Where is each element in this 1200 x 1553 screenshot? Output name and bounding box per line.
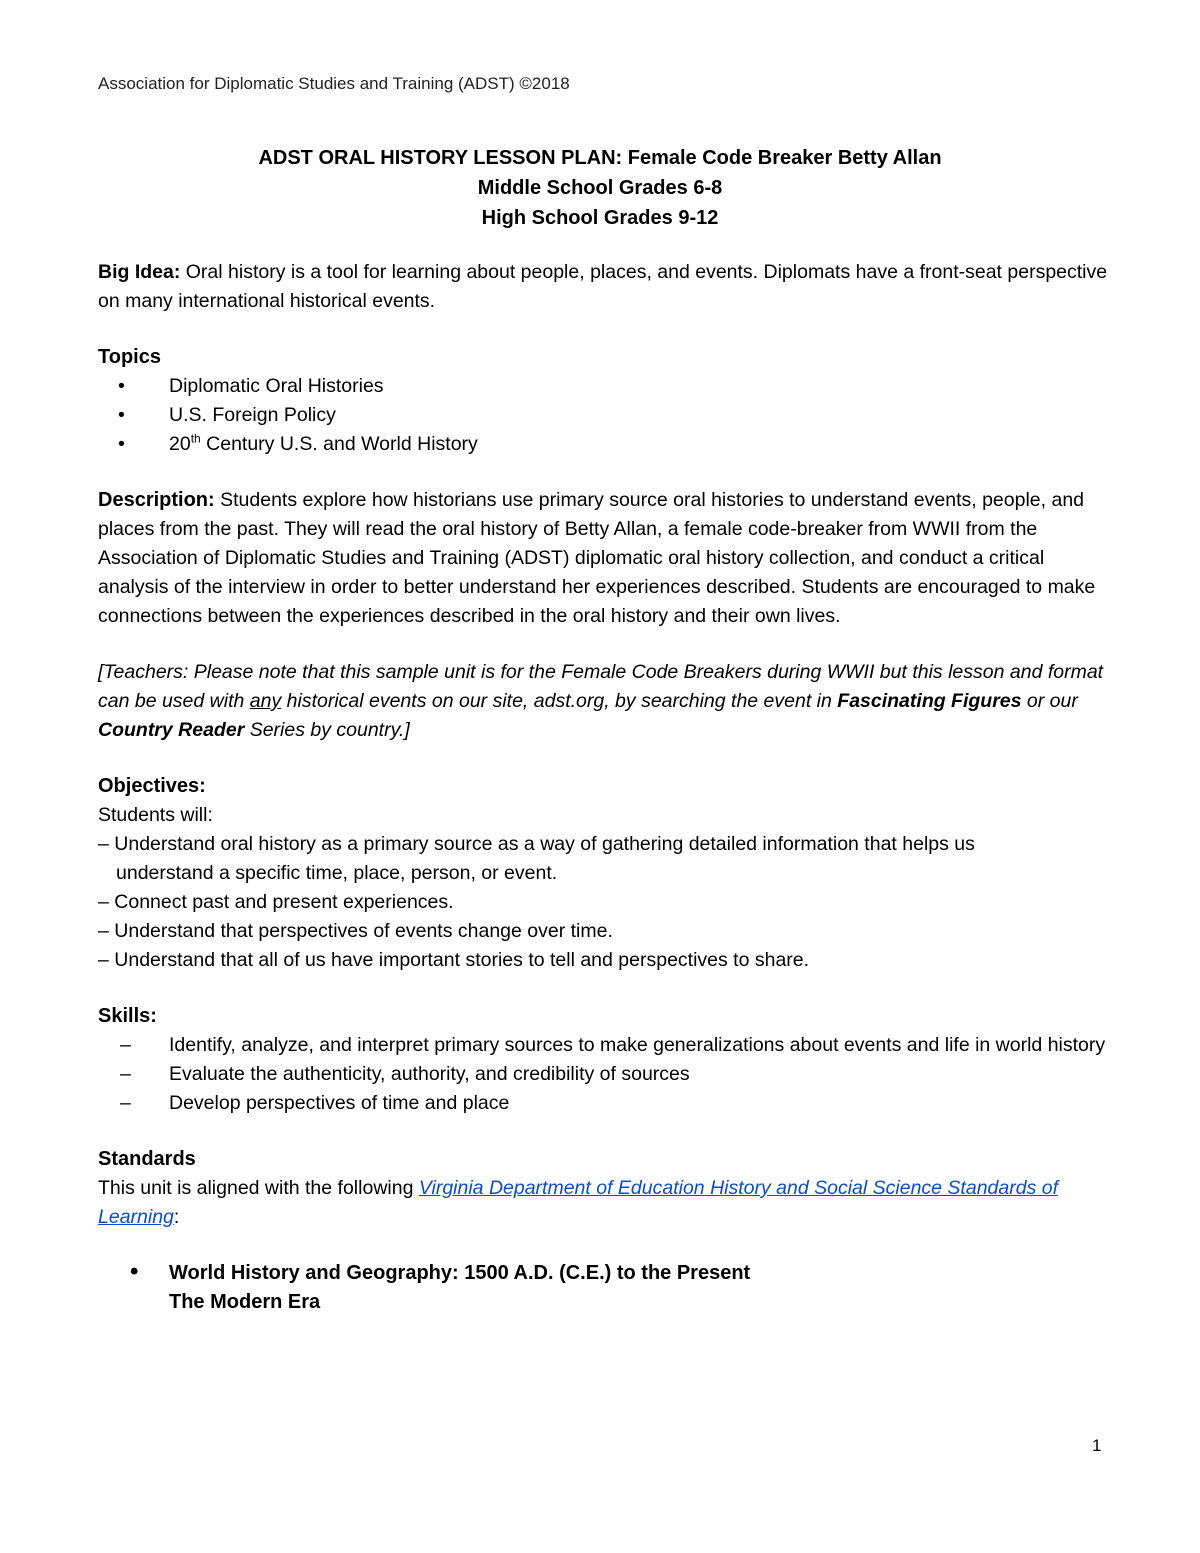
bullet-icon: •: [118, 404, 125, 426]
skills-list: [98, 1031, 1108, 1118]
list-item: • 20th Century U.S. and World History: [98, 430, 1108, 459]
topics-heading: Topics: [98, 346, 161, 368]
topics-list: [98, 372, 1108, 459]
list-item: – Identify, analyze, and interpret primary sources to make generalizations about events and life in world history: [98, 1031, 1108, 1060]
page-number: 1: [1092, 1436, 1102, 1455]
title-line-3: High School Grades 9-12: [481, 207, 719, 229]
dash-icon: –: [120, 1092, 131, 1114]
objectives-heading: Objectives:: [98, 775, 206, 797]
list-item: – Develop perspectives of time and place: [98, 1089, 1108, 1118]
dash-icon: –: [120, 1063, 131, 1085]
description-label: Description:: [98, 489, 215, 511]
document-title: [0, 143, 1200, 233]
big-idea-label: Big Idea:: [98, 261, 181, 283]
big-idea: [98, 258, 1108, 316]
description-text: Students explore how historians use primary source oral histories to understand events, people, and places from the past. They will read the oral history of Betty Allan, a female code-breaker from WWII from the Association of Diplomatic Studies and Training (ADST) diplomatic oral history collection, and conduct a critical analysis of the interview in order to better understand her experiences described. Students are encouraged to make connections between the experiences described in the oral history and their own lives.: [98, 489, 1096, 627]
standards-link[interactable]: Virginia Department of Education History and Social Science Standards of Learning: [98, 1177, 1059, 1228]
dash-icon: –: [120, 1034, 131, 1056]
description: [98, 486, 1108, 631]
big-idea-text: Oral history is a tool for learning about people, places, and events. Diplomats have a front-seat perspective on many international historical events.: [98, 261, 1108, 312]
standards-list: [98, 1259, 1108, 1317]
page-header: Association for Diplomatic Studies and Training (ADST) ©2018: [98, 74, 570, 93]
teacher-note: [Teachers: Please note that this sample unit is for the Female Code Breakers during WWII but this lesson and format can be used with any historical events on our site, adst.org, by searching the event in Fascinating Figures or our Country Reader Series by country.]: [98, 661, 1104, 741]
objective-item: – Understand oral history as a primary source as a way of gathering detailed information that helps us understand a specific time, place, person, or event.: [98, 833, 975, 884]
objectives-intro: Students will:: [98, 804, 213, 826]
standards-intro: This unit is aligned with the following Virginia Department of Education History and Social Science Standards of Learning:: [98, 1177, 1059, 1228]
bullet-icon: •: [130, 1258, 139, 1285]
bullet-icon: •: [118, 433, 125, 455]
objective-item: – Understand that perspectives of events change over time.: [98, 920, 613, 942]
title-line-1: ADST ORAL HISTORY LESSON PLAN: Female Code Breaker Betty Allan: [258, 147, 942, 169]
skills-heading: Skills:: [98, 1005, 157, 1027]
objective-item: – Understand that all of us have important stories to tell and perspectives to share.: [98, 949, 810, 971]
list-item: • World History and Geography: 1500 A.D. (C.E.) to the Present The Modern Era: [130, 1258, 751, 1313]
list-item: • Diplomatic Oral Histories: [98, 372, 1108, 401]
document-body: [98, 258, 1108, 1317]
list-item: • U.S. Foreign Policy: [98, 401, 1108, 430]
bullet-icon: •: [118, 375, 125, 397]
list-item: – Evaluate the authenticity, authority, and credibility of sources: [98, 1060, 1108, 1089]
objective-item: – Connect past and present experiences.: [98, 891, 454, 913]
standards-heading: Standards: [98, 1148, 196, 1170]
title-line-2: Middle School Grades 6-8: [477, 177, 723, 199]
